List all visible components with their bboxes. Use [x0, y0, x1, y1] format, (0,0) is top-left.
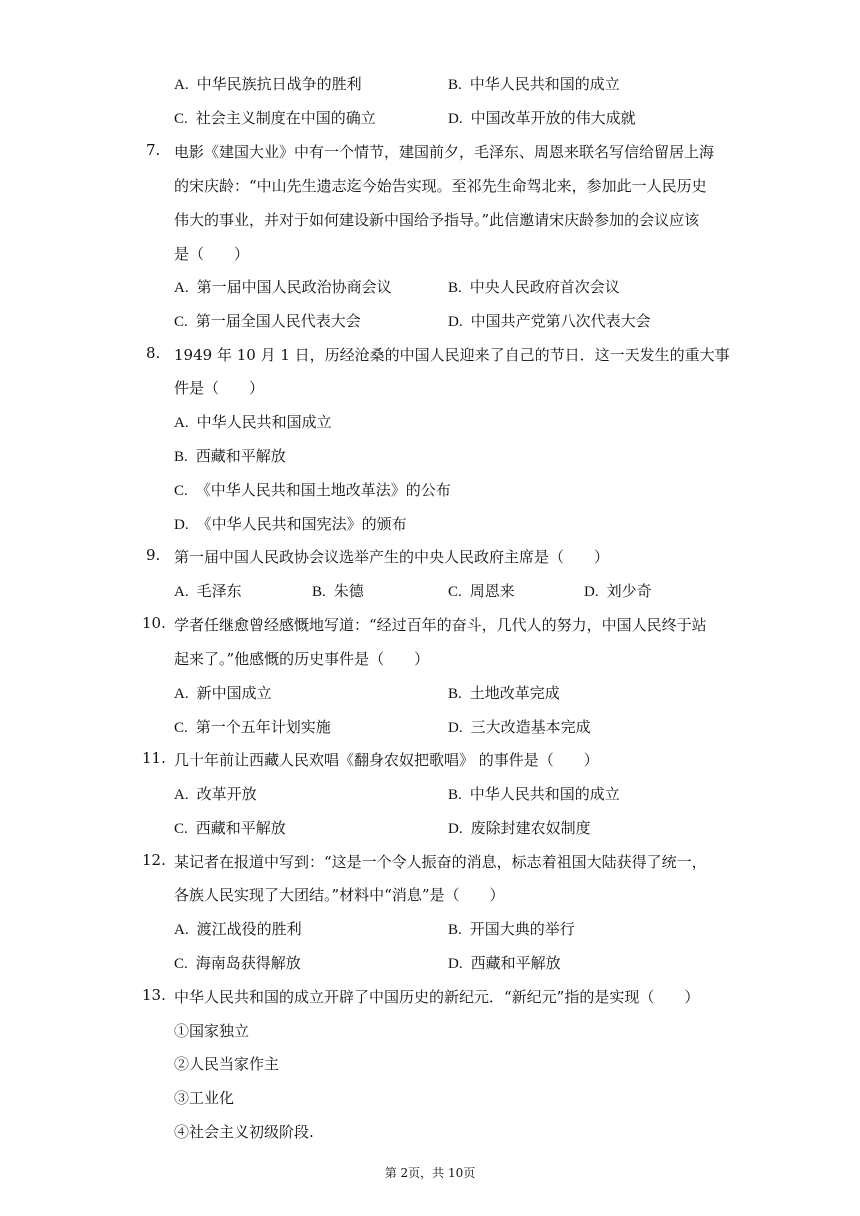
q12-option-a: A. 渡江战役的胜利	[174, 920, 302, 938]
q7-option-b: B. 中央人民政府首次会议	[448, 278, 620, 296]
q9-option-a: A. 毛泽东	[174, 582, 242, 600]
question-number: 7.	[146, 141, 161, 159]
question-text-line: 的宋庆龄：“中山先生遗志迄今始告实现。至祁先生命驾北来，参加此一人民历史	[174, 177, 707, 195]
q8-option-b: B. 西藏和平解放	[174, 447, 286, 465]
page-footer: 第 2页，共 10页	[384, 1166, 476, 1180]
statement-item: ②人民当家作主	[174, 1055, 280, 1073]
question-number: 11.	[142, 749, 166, 767]
question-number: 13.	[142, 986, 166, 1004]
question-text-line: 第一届中国人民政协会议选举产生的中央人民政府主席是（ ）	[174, 548, 610, 566]
q6-option-c: C. 社会主义制度在中国的确立	[174, 109, 376, 127]
question-text-line: 几十年前让西藏人民欢唱《翻身农奴把歌唱》 的事件是（ ）	[174, 751, 599, 769]
q11-option-b: B. 中华人民共和国的成立	[448, 785, 620, 803]
question-text-line: 1949 年 10 月 1 日，历经沧桑的中国人民迎来了自己的节日．这一天发生的重大事	[174, 346, 730, 364]
q8-option-c: C. 《中华人民共和国土地改革法》的公布	[174, 481, 451, 499]
question-number: 10.	[142, 614, 166, 632]
q12-option-c: C. 海南岛获得解放	[174, 954, 301, 972]
q12-option-d: D. 西藏和平解放	[448, 954, 561, 972]
q10-option-a: A. 新中国成立	[174, 684, 272, 702]
q9-option-c: C. 周恩来	[448, 582, 515, 600]
statement-item: ④社会主义初级阶段.	[174, 1123, 314, 1141]
q9-option-d: D. 刘少奇	[584, 582, 652, 600]
q6-option-d: D. 中国改革开放的伟大成就	[448, 109, 636, 127]
question-text-line: 某记者在报道中写到：“这是一个令人振奋的消息，标志着祖国大陆获得了统一，	[174, 853, 707, 871]
q11-option-a: A. 改革开放	[174, 785, 257, 803]
q8-option-a: A. 中华人民共和国成立	[174, 413, 332, 431]
q11-option-c: C. 西藏和平解放	[174, 819, 286, 837]
q10-option-b: B. 土地改革完成	[448, 684, 560, 702]
question-number: 12.	[142, 851, 166, 869]
q8-option-d: D. 《中华人民共和国宪法》的颁布	[174, 515, 407, 533]
q6-option-b: B. 中华人民共和国的成立	[448, 75, 620, 93]
question-text-line: 起来了。”他感慨的历史事件是（ ）	[174, 650, 430, 668]
question-text-line: 电影《建国大业》中有一个情节，建国前夕，毛泽东、周恩来联名写信给留居上海	[174, 143, 715, 161]
q12-option-b: B. 开国大典的举行	[448, 920, 575, 938]
statement-item: ③工业化	[174, 1089, 235, 1107]
question-number: 9.	[146, 546, 161, 564]
q10-option-c: C. 第一个五年计划实施	[174, 718, 331, 736]
question-text-line: 各族人民实现了大团结。”材料中“消息”是（ ）	[174, 886, 505, 904]
question-text-line: 件是（ ）	[174, 379, 265, 397]
question-text-line: 学者任继愈曾经感慨地写道：“经过百年的奋斗，几代人的努力，中国人民终于站	[174, 616, 707, 634]
question-text-line: 是（ ）	[174, 245, 250, 263]
question-text-line: 伟大的事业，并对于如何建设新中国给予指导。”此信邀请宋庆龄参加的会议应该	[174, 211, 700, 229]
question-text-line: 中华人民共和国的成立开辟了中国历史的新纪元．“新纪元”指的是实现（ ）	[174, 988, 700, 1006]
q10-option-d: D. 三大改造基本完成	[448, 718, 591, 736]
q11-option-d: D. 废除封建农奴制度	[448, 819, 591, 837]
q7-option-d: D. 中国共产党第八次代表大会	[448, 312, 651, 330]
question-number: 8.	[146, 344, 161, 362]
q6-option-a: A. 中华民族抗日战争的胜利	[174, 75, 362, 93]
statement-item: ①国家独立	[174, 1022, 250, 1040]
q9-option-b: B. 朱德	[312, 582, 364, 600]
q7-option-c: C. 第一届全国人民代表大会	[174, 312, 361, 330]
q7-option-a: A. 第一届中国人民政治协商会议	[174, 278, 392, 296]
